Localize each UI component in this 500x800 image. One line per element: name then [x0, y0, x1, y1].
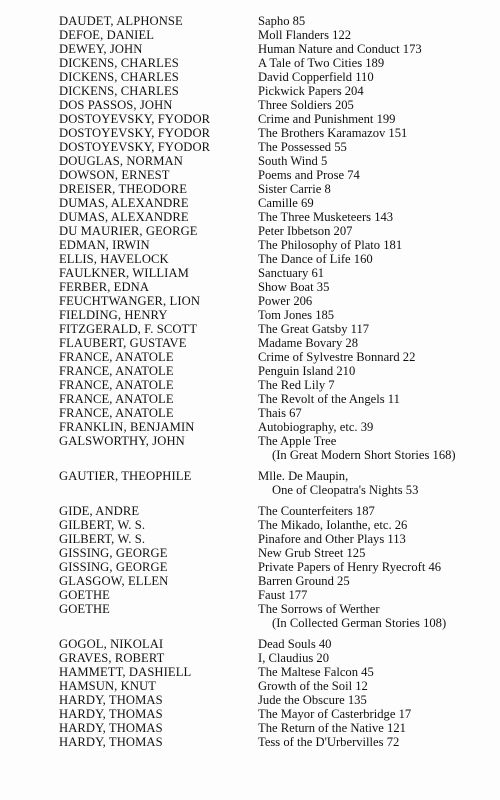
- author-name: HARDY, THOMAS: [59, 693, 163, 707]
- index-entry: [59, 252, 489, 266]
- book-title: Pickwick Papers 204: [258, 84, 364, 98]
- index-entry: [59, 294, 489, 308]
- index-entry: [59, 56, 489, 70]
- author-name: GIDE, ANDRE: [59, 504, 140, 518]
- author-name: FIELDING, HENRY: [59, 308, 168, 322]
- index-entry: [59, 126, 489, 140]
- author-name: DOSTOYEVSKY, FYODOR: [59, 126, 211, 140]
- author-title-index: [59, 14, 489, 749]
- author-name: FAULKNER, WILLIAM: [59, 266, 189, 280]
- author-name: GRAVES, ROBERT: [59, 651, 165, 665]
- index-entry-continuation: [59, 616, 489, 630]
- book-title: Crime of Sylvestre Bonnard 22: [258, 350, 416, 364]
- index-entry: [59, 42, 489, 56]
- index-entry: [59, 350, 489, 364]
- author-name: DU MAURIER, GEORGE: [59, 224, 198, 238]
- index-entry: [59, 28, 489, 42]
- author-name: DEWEY, JOHN: [59, 42, 143, 56]
- index-entry: [59, 224, 489, 238]
- book-title-continuation: (In Collected German Stories 108): [272, 616, 447, 630]
- book-title: The Maltese Falcon 45: [258, 665, 374, 679]
- index-entry: [59, 14, 489, 28]
- author-name: ELLIS, HAVELOCK: [59, 252, 169, 266]
- author-name: GLASGOW, ELLEN: [59, 574, 169, 588]
- index-entry: [59, 308, 489, 322]
- book-title: The Brothers Karamazov 151: [258, 126, 408, 140]
- book-title: David Copperfield 110: [258, 70, 374, 84]
- book-title: Sanctuary 61: [258, 266, 325, 280]
- book-title: Private Papers of Henry Ryecroft 46: [258, 560, 442, 574]
- book-title: Peter Ibbetson 207: [258, 224, 353, 238]
- author-name: DOUGLAS, NORMAN: [59, 154, 183, 168]
- index-entry: [59, 560, 489, 574]
- author-name: GOETHE: [59, 602, 110, 616]
- author-name: FITZGERALD, F. SCOTT: [59, 322, 198, 336]
- author-name: GOETHE: [59, 588, 110, 602]
- author-name: DOS PASSOS, JOHN: [59, 98, 173, 112]
- index-entry-continuation: [59, 448, 489, 462]
- book-title: Dead Souls 40: [258, 637, 332, 651]
- author-name: DOSTOYEVSKY, FYODOR: [59, 112, 211, 126]
- index-entry: [59, 84, 489, 98]
- book-title: The Counterfeiters 187: [258, 504, 375, 518]
- book-title: The Three Musketeers 143: [258, 210, 394, 224]
- author-name: FRANCE, ANATOLE: [59, 406, 174, 420]
- book-title: Barren Ground 25: [258, 574, 350, 588]
- index-entry: [59, 735, 489, 749]
- index-entry: [59, 210, 489, 224]
- author-name: FRANCE, ANATOLE: [59, 392, 174, 406]
- index-entry: [59, 70, 489, 84]
- index-entry: [59, 182, 489, 196]
- book-title-continuation: (In Great Modern Short Stories 168): [272, 448, 456, 462]
- author-name: GOGOL, NIKOLAI: [59, 637, 164, 651]
- index-entry: [59, 434, 489, 448]
- book-title: Faust 177: [258, 588, 308, 602]
- book-title: Penguin Island 210: [258, 364, 356, 378]
- book-title: Thais 67: [258, 406, 302, 420]
- author-name: FRANCE, ANATOLE: [59, 364, 174, 378]
- author-name: DEFOE, DANIEL: [59, 28, 155, 42]
- index-entry: [59, 364, 489, 378]
- author-name: DAUDET, ALPHONSE: [59, 14, 183, 28]
- author-name: HARDY, THOMAS: [59, 721, 163, 735]
- book-title: Tess of the D'Urbervilles 72: [258, 735, 400, 749]
- author-name: DICKENS, CHARLES: [59, 84, 179, 98]
- book-title: Autobiography, etc. 39: [258, 420, 374, 434]
- index-entry: [59, 154, 489, 168]
- author-name: GISSING, GEORGE: [59, 546, 168, 560]
- index-entry: [59, 406, 489, 420]
- book-title-continuation: One of Cleopatra's Nights 53: [272, 483, 419, 497]
- book-title: The Mikado, Iolanthe, etc. 26: [258, 518, 408, 532]
- index-entry: [59, 588, 489, 602]
- author-name: FRANCE, ANATOLE: [59, 378, 174, 392]
- index-entry: [59, 665, 489, 679]
- author-name: DICKENS, CHARLES: [59, 56, 179, 70]
- author-name: HAMSUN, KNUT: [59, 679, 157, 693]
- book-title: Madame Bovary 28: [258, 336, 359, 350]
- author-name: HARDY, THOMAS: [59, 707, 163, 721]
- author-name: EDMAN, IRWIN: [59, 238, 150, 252]
- index-entry: [59, 574, 489, 588]
- book-title: The Return of the Native 121: [258, 721, 406, 735]
- index-entry: [59, 392, 489, 406]
- book-title: The Philosophy of Plato 181: [258, 238, 403, 252]
- index-entry: [59, 679, 489, 693]
- author-name: HAMMETT, DASHIELL: [59, 665, 192, 679]
- book-title: Sapho 85: [258, 14, 306, 28]
- index-entry: [59, 637, 489, 651]
- book-title: The Possessed 55: [258, 140, 347, 154]
- index-entry: [59, 280, 489, 294]
- index-entry: [59, 693, 489, 707]
- book-title: Pinafore and Other Plays 113: [258, 532, 406, 546]
- author-name: DUMAS, ALEXANDRE: [59, 196, 189, 210]
- author-name: DUMAS, ALEXANDRE: [59, 210, 189, 224]
- book-title: Sister Carrie 8: [258, 182, 331, 196]
- index-entry: [59, 518, 489, 532]
- index-entry: [59, 546, 489, 560]
- book-title: The Great Gatsby 117: [258, 322, 370, 336]
- author-name: GALSWORTHY, JOHN: [59, 434, 185, 448]
- book-title: The Mayor of Casterbridge 17: [258, 707, 412, 721]
- author-name: FEUCHTWANGER, LION: [59, 294, 201, 308]
- index-entry: [59, 112, 489, 126]
- author-name: FERBER, EDNA: [59, 280, 150, 294]
- index-entry: [59, 469, 489, 483]
- index-entry-continuation: [59, 483, 489, 497]
- book-title: Human Nature and Conduct 173: [258, 42, 422, 56]
- index-entry: [59, 140, 489, 154]
- index-entry: [59, 420, 489, 434]
- author-name: GILBERT, W. S.: [59, 532, 146, 546]
- book-title: I, Claudius 20: [258, 651, 330, 665]
- author-name: GAUTIER, THEOPHILE: [59, 469, 192, 483]
- index-entry: [59, 322, 489, 336]
- index-entry: [59, 336, 489, 350]
- author-name: DOSTOYEVSKY, FYODOR: [59, 140, 211, 154]
- index-entry: [59, 707, 489, 721]
- index-entry: [59, 602, 489, 616]
- index-entry: [59, 168, 489, 182]
- index-entry: [59, 378, 489, 392]
- author-name: GILBERT, W. S.: [59, 518, 146, 532]
- book-title: Tom Jones 185: [258, 308, 335, 322]
- book-title: The Sorrows of Werther: [258, 602, 380, 616]
- author-name: HARDY, THOMAS: [59, 735, 163, 749]
- book-title: Jude the Obscure 135: [258, 693, 367, 707]
- book-title: Growth of the Soil 12: [258, 679, 368, 693]
- index-entry: [59, 651, 489, 665]
- book-title: Mlle. De Maupin,: [258, 469, 349, 483]
- book-title: Poems and Prose 74: [258, 168, 360, 182]
- index-entry: [59, 266, 489, 280]
- book-title: The Revolt of the Angels 11: [258, 392, 400, 406]
- index-entry: [59, 721, 489, 735]
- book-title: The Apple Tree: [258, 434, 337, 448]
- index-entry: [59, 504, 489, 518]
- book-title: A Tale of Two Cities 189: [258, 56, 385, 70]
- author-name: GISSING, GEORGE: [59, 560, 168, 574]
- book-title: Camille 69: [258, 196, 314, 210]
- index-entry: [59, 532, 489, 546]
- index-entry: [59, 196, 489, 210]
- author-name: FRANKLIN, BENJAMIN: [59, 420, 195, 434]
- book-title: The Red Lily 7: [258, 378, 335, 392]
- book-title: Three Soldiers 205: [258, 98, 354, 112]
- book-title: Moll Flanders 122: [258, 28, 352, 42]
- index-entry: [59, 238, 489, 252]
- book-title: The Dance of Life 160: [258, 252, 373, 266]
- author-name: FRANCE, ANATOLE: [59, 350, 174, 364]
- author-name: FLAUBERT, GUSTAVE: [59, 336, 187, 350]
- author-name: DICKENS, CHARLES: [59, 70, 179, 84]
- book-title: Power 206: [258, 294, 313, 308]
- author-name: DREISER, THEODORE: [59, 182, 188, 196]
- index-entry: [59, 98, 489, 112]
- book-title: South Wind 5: [258, 154, 328, 168]
- book-title: Crime and Punishment 199: [258, 112, 396, 126]
- book-title: New Grub Street 125: [258, 546, 366, 560]
- book-title: Show Boat 35: [258, 280, 330, 294]
- author-name: DOWSON, ERNEST: [59, 168, 170, 182]
